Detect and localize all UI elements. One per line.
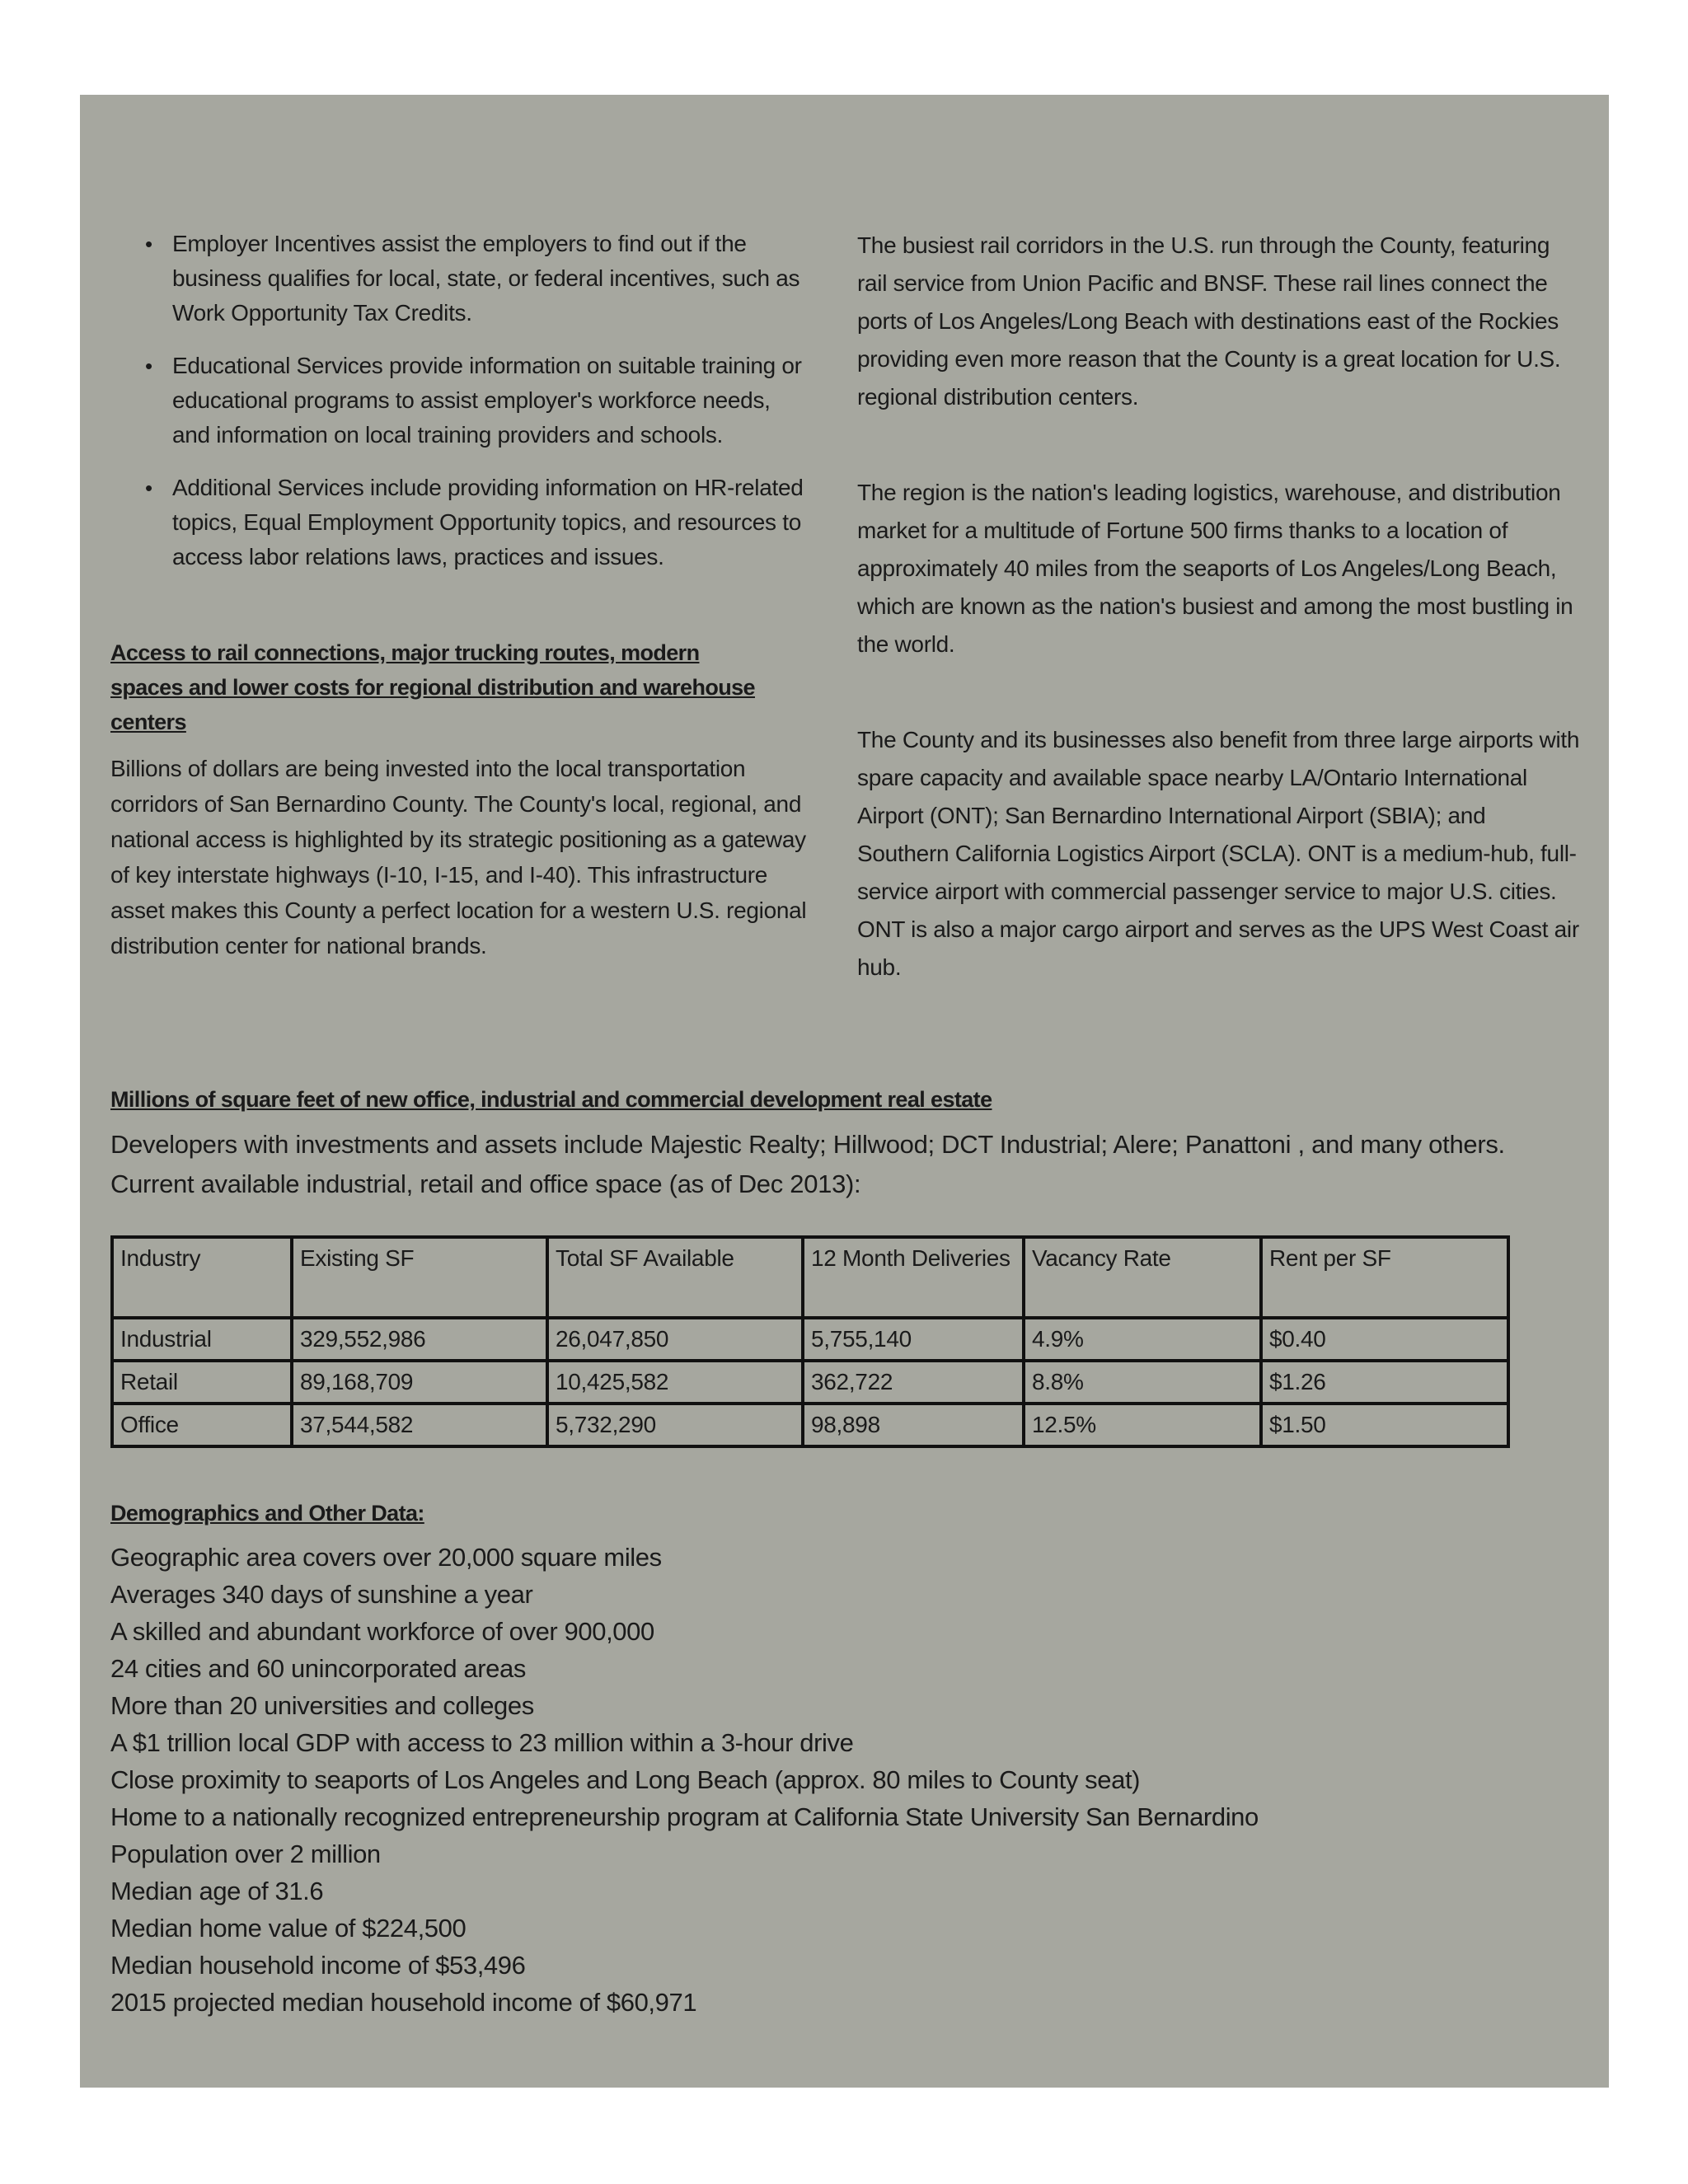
rail-access-heading: Access to rail connections, major trucking routes, modern spaces and lower costs for regional distribution and warehouse centers: [110, 640, 755, 734]
table-cell: 5,755,140: [803, 1318, 1024, 1361]
list-item: Population over 2 million: [110, 1840, 381, 1868]
logistics-market-paragraph: The region is the nation's leading logistics, warehouse, and distribution market for a multitude of Fortune 500 firms thanks to a location of approximately 40 miles from the seaports of Los Angeles/Long Beach, which are known as the nation's busiest and among the most bustling in the world.: [857, 480, 1573, 657]
list-item: Median household income of $53,496: [110, 1951, 526, 1980]
services-bullet-list: [110, 227, 811, 574]
table-cell: 98,898: [803, 1404, 1024, 1446]
table-row: [112, 1404, 1508, 1446]
available-space-table: [110, 1235, 1510, 1448]
demographics-heading: Demographics and Other Data:: [110, 1501, 424, 1526]
list-item: 24 cities and 60 unincorporated areas: [110, 1654, 526, 1683]
table-cell: $0.40: [1261, 1318, 1508, 1361]
table-cell: Office: [112, 1404, 292, 1446]
table-row: [112, 1361, 1508, 1404]
table-cell: 5,732,290: [547, 1404, 803, 1446]
real-estate-intro: Developers with investments and assets include Majestic Realty; Hillwood; DCT Industrial; Alere; Panattoni , and many others. Current available industrial, retail and office space (as of Dec 2013):: [110, 1130, 1505, 1198]
real-estate-heading: Millions of square feet of new office, industrial and commercial development real estate: [110, 1087, 992, 1112]
table-cell: 10,425,582: [547, 1361, 803, 1404]
table-header-cell: Total SF Available: [547, 1237, 803, 1318]
table-header-cell: 12 Month Deliveries: [803, 1237, 1024, 1318]
table-header-cell: Industry: [112, 1237, 292, 1318]
list-item: More than 20 universities and colleges: [110, 1691, 534, 1720]
table-header-row: [112, 1237, 1508, 1318]
list-item: A skilled and abundant workforce of over 900,000: [110, 1617, 654, 1646]
table-cell: $1.26: [1261, 1361, 1508, 1404]
left-column: [110, 227, 811, 963]
table-cell: 329,552,986: [292, 1318, 547, 1361]
document-panel: [80, 95, 1609, 2088]
rail-corridors-paragraph: The busiest rail corridors in the U.S. run through the County, featuring rail service from Union Pacific and BNSF. These rail lines connect the ports of Los Angeles/Long Beach with destinations east of the Rockies providing even more reason that the County is a great location for U.S. regional distribution centers.: [857, 232, 1561, 410]
table-cell: $1.50: [1261, 1404, 1508, 1446]
table-cell: 26,047,850: [547, 1318, 803, 1361]
rail-access-paragraph: Billions of dollars are being invested into the local transportation corridors of San Bernardino County. The County's local, regional, and national access is highlighted by its strategic positioning as a gateway of key interstate highways (I-10, I-15, and I-40). This infrastructure asset makes this County a perfect location for a western U.S. regional distribution center for national brands.: [110, 756, 807, 958]
demographics-list: [110, 1539, 1586, 2021]
table-cell: 12.5%: [1024, 1404, 1261, 1446]
bullet-additional-services: • Additional Services include providing information on HR-related topics, Equal Employment Opportunity topics, and resources to access labor relations laws, practices and issues.: [110, 471, 811, 574]
table-cell: 37,544,582: [292, 1404, 547, 1446]
real-estate-section: [110, 1082, 1586, 1448]
bullet-icon: •: [145, 232, 152, 256]
list-item: Averages 340 days of sunshine a year: [110, 1580, 533, 1609]
list-item: Median home value of $224,500: [110, 1914, 467, 1943]
list-item: Close proximity to seaports of Los Angeles and Long Beach (approx. 80 miles to County seat): [110, 1765, 1141, 1794]
bullet-icon: •: [145, 476, 152, 500]
table-cell: 8.8%: [1024, 1361, 1261, 1404]
table-header-cell: Existing SF: [292, 1237, 547, 1318]
bullet-educational-services: • Educational Services provide information on suitable training or educational programs to assist employer's workforce needs, and information on local training providers and schools.: [110, 349, 811, 452]
list-item: 2015 projected median household income of $60,971: [110, 1988, 697, 2017]
table-cell: 89,168,709: [292, 1361, 547, 1404]
table-cell: Industrial: [112, 1318, 292, 1361]
list-item: Median age of 31.6: [110, 1877, 324, 1905]
list-item: Home to a nationally recognized entrepreneurship program at California State University San Bernardino: [110, 1802, 1259, 1831]
list-item: Geographic area covers over 20,000 square miles: [110, 1543, 662, 1572]
list-item: A $1 trillion local GDP with access to 23 million within a 3-hour drive: [110, 1728, 854, 1757]
airports-paragraph: The County and its businesses also benefit from three large airports with spare capacity and available space nearby LA/Ontario International Airport (ONT); San Bernardino International Airport (SBIA); and Southern California Logistics Airport (SCLA). ONT is a medium-hub, full-service airport with commercial passenger service to major U.S. cities. ONT is also a major cargo airport and serves as the UPS West Coast air hub.: [857, 727, 1580, 980]
demographics-section: [110, 1496, 1586, 2021]
bullet-employer-incentives: • Employer Incentives assist the employers to find out if the business qualifies for local, state, or federal incentives, such as Work Opportunity Tax Credits.: [110, 227, 811, 330]
table-cell: Retail: [112, 1361, 292, 1404]
table-cell: 362,722: [803, 1361, 1024, 1404]
table-header-cell: Vacancy Rate: [1024, 1237, 1261, 1318]
bullet-icon: •: [145, 354, 152, 378]
right-column: [857, 227, 1582, 1044]
table-header-cell: Rent per SF: [1261, 1237, 1508, 1318]
table-cell: 4.9%: [1024, 1318, 1261, 1361]
table-row: [112, 1318, 1508, 1361]
